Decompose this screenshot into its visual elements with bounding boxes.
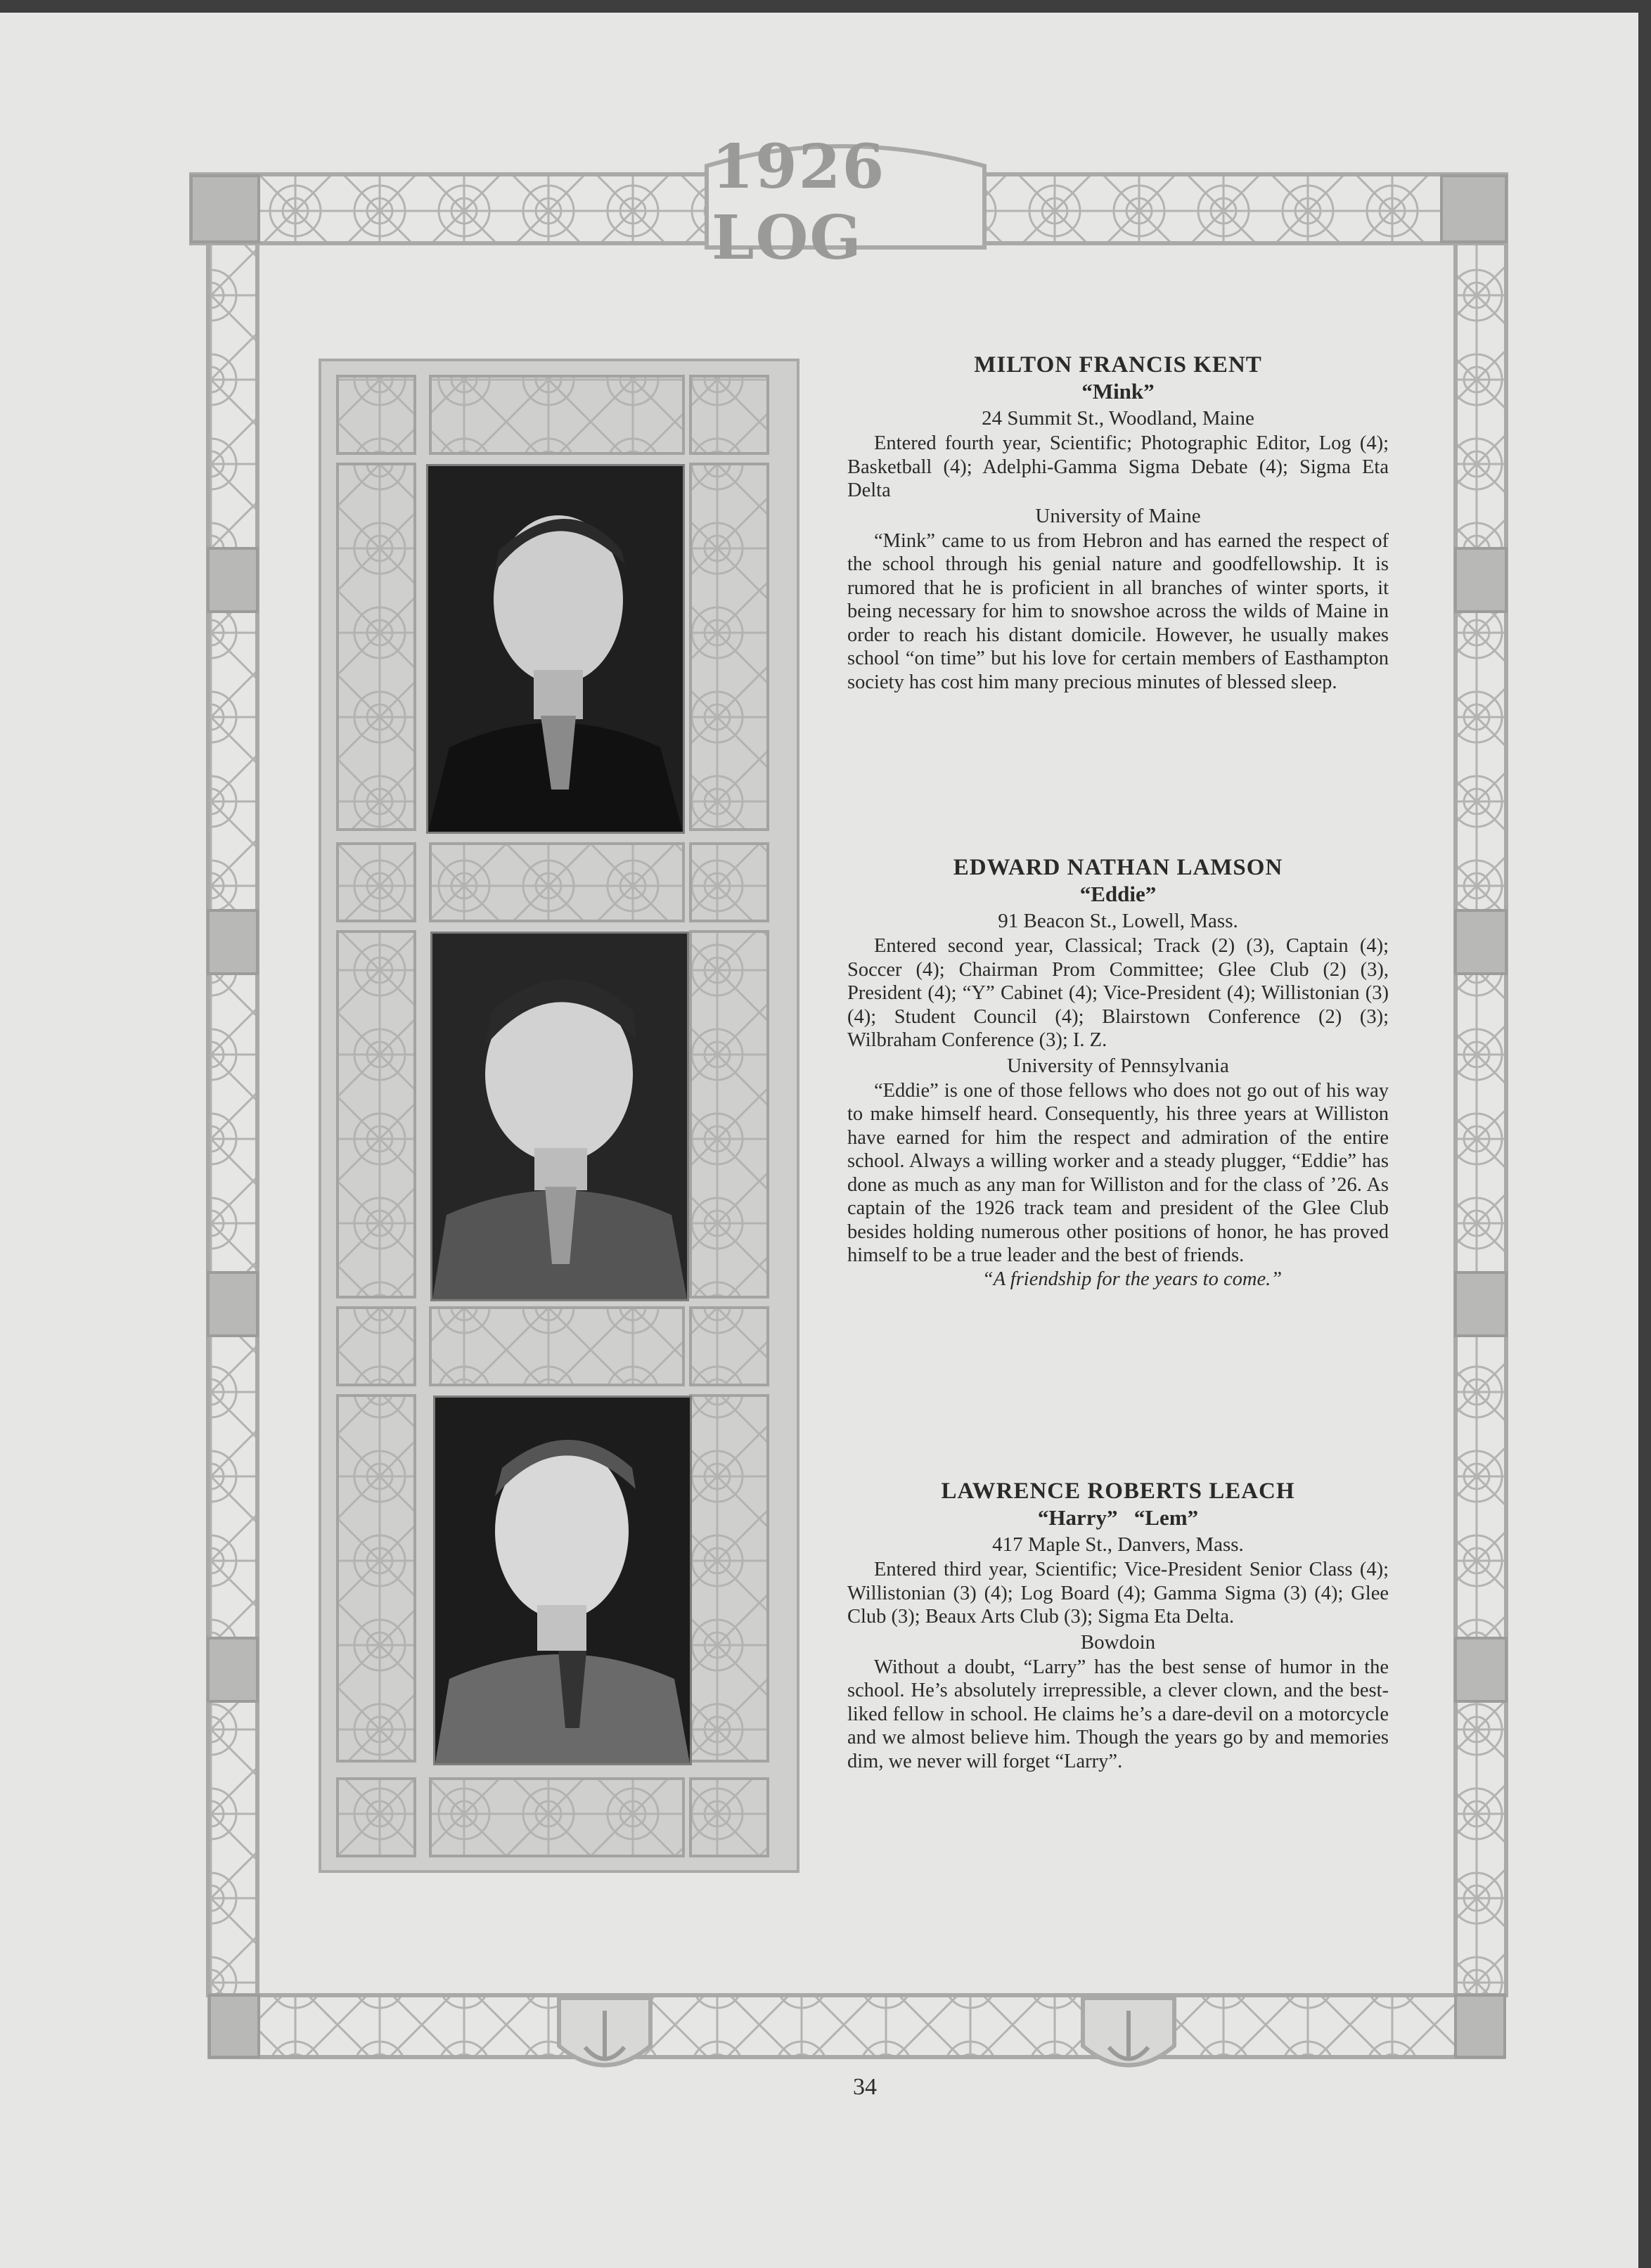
- student-entry: [847, 854, 1389, 1291]
- portrait-silhouette: [428, 466, 683, 832]
- portrait-silhouette: [435, 1398, 690, 1763]
- student-college: University of Pennsylvania: [1007, 1054, 1229, 1077]
- student-activities: Entered fourth year, Scientific; Photographic Editor, Log (4); Basketball (4); Adelphi-Gamma Sigma Debate (4); Sigma Eta Delta: [847, 432, 1389, 501]
- student-bio: “Mink” came to us from Hebron and has earned the respect of the school through his genial nature and goodfellowship. It is rumored that he is proficient in all branches of winter sports, it being necessary for him to snowshoe across the wilds of Maine in order to reach his distant domicile. However, he usually makes school “on time” but his love for certain members of Easthampton society has cost him many precious minutes of blessed sleep.: [847, 529, 1389, 693]
- student-name: EDWARD NATHAN LAMSON: [953, 855, 1283, 880]
- student-nickname: “Eddie”: [1079, 882, 1157, 906]
- portrait-photo: [430, 932, 689, 1301]
- page-number: 34: [853, 2074, 877, 2100]
- student-nickname: “Mink”: [1081, 379, 1155, 404]
- student-activities: Entered third year, Scientific; Vice-President Senior Class (4); Willistonian (3) (4); Log Board (4); Gamma Sigma (3) (4); Glee Club (3); Beaux Arts Club (3); Sigma Eta Delta.: [847, 1559, 1389, 1628]
- student-nickname: “Harry” “Lem”: [1037, 1505, 1199, 1530]
- student-quote: “A friendship for the years to come.”: [982, 1268, 1283, 1290]
- header-title: 1926 LOG: [712, 131, 886, 273]
- student-address: 91 Beacon St., Lowell, Mass.: [998, 910, 1238, 932]
- student-college: University of Maine: [1035, 504, 1201, 527]
- portrait-photo: [433, 1396, 692, 1765]
- student-address: 417 Maple St., Danvers, Mass.: [992, 1533, 1244, 1556]
- student-activities: Entered second year, Classical; Track (2) (3), Captain (4); Soccer (4); Chairman Prom Committee; Glee Club (2) (3), President (4); “Y” Cabinet (4); Vice-President (4); Willistonian (3) (4); Student Council (4); Blairstown Conference (2) (3); Wilbraham Conference (3); I. Z.: [847, 935, 1389, 1051]
- student-entry: [847, 352, 1389, 694]
- portrait-silhouette: [432, 934, 687, 1299]
- student-entry: [847, 1478, 1389, 1773]
- portrait-photo: [426, 464, 685, 834]
- student-bio: “Eddie” is one of those fellows who does not go out of his way to make himself heard. Consequently, his three years at Williston have earned for him the respect and admiration of the entire school. Always a willing worker and a steady plugger, “Eddie” has done as much as any man for Williston and for the class of ’26. As captain of the 1926 track team and president of the Glee Club besides holding numerous other positions of honor, he has proved himself to be a true leader and the best of friends.: [847, 1079, 1389, 1266]
- student-name: MILTON FRANCIS KENT: [974, 352, 1262, 378]
- student-address: 24 Summit St., Woodland, Maine: [982, 407, 1254, 430]
- student-college: Bowdoin: [1080, 1630, 1156, 1654]
- student-name: LAWRENCE ROBERTS LEACH: [941, 1478, 1295, 1504]
- student-bio: Without a doubt, “Larry” has the best sense of humor in the school. He’s absolutely irrepressible, a clever clown, and the best-liked fellow in school. He claims he’s a dare-devil on a motorcycle and we almost believe him. Though the years go by and memories dim, we never will forget “Larry”.: [847, 1656, 1389, 1772]
